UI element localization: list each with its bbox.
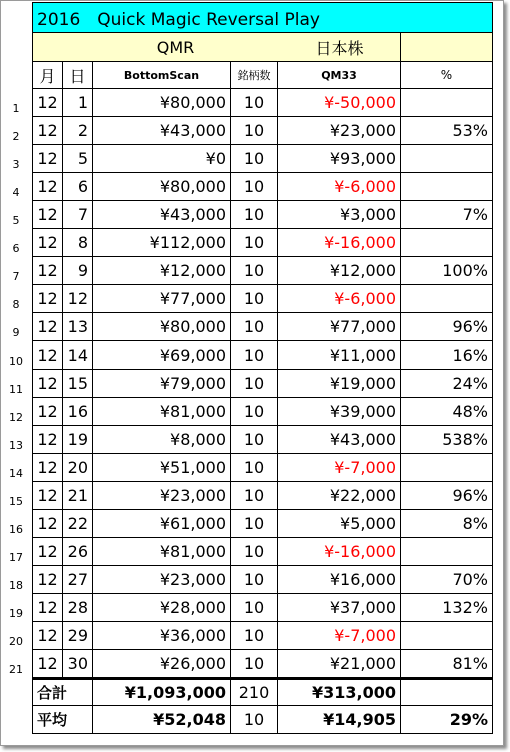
col-header-count: 銘柄数 [231,62,278,89]
cell-pct [401,229,493,257]
cell-day: 28 [63,594,93,622]
cell-day: 9 [63,257,93,285]
summary-bottomscan-average: ¥52,048 [93,706,231,734]
cell-qm33: ¥-6,000 [278,285,401,313]
cell-month: 12 [33,370,63,398]
summary-count-average: 10 [231,706,278,734]
cell-qm33: ¥-16,000 [278,538,401,566]
cell-count: 10 [231,594,278,622]
cell-count: 10 [231,538,278,566]
row-number: 17 [9,551,23,564]
cell-bottomscan: ¥23,000 [93,482,231,510]
cell-qm33: ¥-7,000 [278,454,401,482]
cell-count: 10 [231,201,278,229]
cell-count: 10 [231,145,278,173]
row-number: 13 [9,439,23,452]
cell-pct [401,538,493,566]
cell-pct: 24% [401,370,493,398]
cell-pct [401,173,493,201]
cell-count: 10 [231,622,278,650]
cell-pct: 48% [401,398,493,426]
cell-qm33: ¥93,000 [278,145,401,173]
col-header-bottomscan: BottomScan [93,62,231,89]
summary-label-average: 平均 [33,706,93,734]
row-number: 5 [12,214,20,227]
cell-day: 8 [63,229,93,257]
cell-pct: 100% [401,257,493,285]
cell-pct [401,89,493,117]
cell-pct: 96% [401,482,493,510]
cell-month: 12 [33,117,63,145]
cell-month: 12 [33,594,63,622]
row-number: 18 [9,579,23,592]
summary-pct-average: 29% [401,706,493,734]
cell-qm33: ¥-6,000 [278,173,401,201]
cell-month: 12 [33,622,63,650]
cell-count: 10 [231,370,278,398]
cell-bottomscan: ¥81,000 [93,398,231,426]
row-number: 12 [9,411,23,424]
cell-day: 30 [63,650,93,678]
cell-bottomscan: ¥28,000 [93,594,231,622]
summary-qm33-total: ¥313,000 [278,678,401,706]
cell-day: 16 [63,398,93,426]
cell-count: 10 [231,510,278,538]
row-number: 16 [9,523,23,536]
cell-bottomscan: ¥12,000 [93,257,231,285]
cell-pct: 7% [401,201,493,229]
row-number: 2 [12,130,20,143]
group-label-qmr: QMR [156,38,195,57]
cell-qm33: ¥5,000 [278,510,401,538]
cell-count: 10 [231,650,278,678]
cell-qm33: ¥77,000 [278,313,401,341]
cell-day: 1 [63,89,93,117]
summary-qm33-average: ¥14,905 [278,706,401,734]
row-number: 7 [12,270,20,283]
cell-day: 13 [63,313,93,341]
cell-day: 26 [63,538,93,566]
cell-pct [401,145,493,173]
cell-pct [401,285,493,313]
sheet-title: 2016 Quick Magic Reversal Play [33,3,493,33]
summary-bottomscan-total: ¥1,093,000 [93,678,231,706]
cell-pct: 16% [401,341,493,370]
row-number: 6 [12,242,20,255]
cell-count: 10 [231,566,278,594]
row-number: 4 [12,186,20,199]
cell-bottomscan: ¥112,000 [93,229,231,257]
row-number: 19 [9,607,23,620]
cell-bottomscan: ¥26,000 [93,650,231,678]
row-number: 8 [12,298,20,311]
cell-qm33: ¥37,000 [278,594,401,622]
cell-month: 12 [33,538,63,566]
group-header-pct [401,33,493,62]
group-header-border [33,33,401,62]
summary-label-total: 合計 [33,678,93,706]
cell-day: 15 [63,370,93,398]
cell-bottomscan: ¥80,000 [93,173,231,201]
cell-month: 12 [33,173,63,201]
cell-qm33: ¥11,000 [278,341,401,370]
cell-bottomscan: ¥8,000 [93,426,231,454]
cell-qm33: ¥23,000 [278,117,401,145]
cell-count: 10 [231,482,278,510]
cell-month: 12 [33,229,63,257]
cell-day: 12 [63,285,93,313]
cell-qm33: ¥-50,000 [278,89,401,117]
cell-day: 29 [63,622,93,650]
cell-day: 20 [63,454,93,482]
cell-month: 12 [33,510,63,538]
cell-count: 10 [231,173,278,201]
cell-bottomscan: ¥36,000 [93,622,231,650]
cell-day: 14 [63,341,93,370]
row-number: 11 [9,383,23,396]
cell-pct [401,622,493,650]
summary-pct-total [401,678,493,706]
cell-pct: 132% [401,594,493,622]
row-number: 14 [9,467,23,480]
row-number: 21 [9,663,23,676]
cell-count: 10 [231,117,278,145]
cell-day: 19 [63,426,93,454]
col-header-pct: % [401,62,493,89]
cell-pct: 70% [401,566,493,594]
cell-day: 5 [63,145,93,173]
cell-month: 12 [33,650,63,678]
cell-bottomscan: ¥69,000 [93,341,231,370]
row-number: 1 [12,102,20,115]
cell-day: 27 [63,566,93,594]
cell-pct: 53% [401,117,493,145]
cell-qm33: ¥-7,000 [278,622,401,650]
cell-bottomscan: ¥51,000 [93,454,231,482]
cell-qm33: ¥21,000 [278,650,401,678]
cell-count: 10 [231,454,278,482]
cell-month: 12 [33,341,63,370]
cell-day: 7 [63,201,93,229]
cell-month: 12 [33,257,63,285]
row-number: 9 [12,326,20,339]
row-number: 20 [9,635,23,648]
cell-count: 10 [231,313,278,341]
cell-count: 10 [231,89,278,117]
row-number: 10 [9,355,23,368]
cell-qm33: ¥22,000 [278,482,401,510]
cell-month: 12 [33,398,63,426]
cell-qm33: ¥-16,000 [278,229,401,257]
cell-month: 12 [33,89,63,117]
cell-day: 6 [63,173,93,201]
cell-qm33: ¥39,000 [278,398,401,426]
cell-qm33: ¥19,000 [278,370,401,398]
cell-bottomscan: ¥23,000 [93,566,231,594]
cell-month: 12 [33,426,63,454]
cell-bottomscan: ¥0 [93,145,231,173]
cell-pct: 8% [401,510,493,538]
cell-count: 10 [231,285,278,313]
col-header-qm33: QM33 [278,62,401,89]
cell-count: 10 [231,426,278,454]
cell-count: 10 [231,229,278,257]
cell-month: 12 [33,145,63,173]
cell-pct: 538% [401,426,493,454]
cell-bottomscan: ¥77,000 [93,285,231,313]
cell-pct: 81% [401,650,493,678]
cell-bottomscan: ¥80,000 [93,313,231,341]
cell-bottomscan: ¥43,000 [93,117,231,145]
cell-pct: 96% [401,313,493,341]
row-number: 3 [12,158,20,171]
cell-bottomscan: ¥43,000 [93,201,231,229]
cell-month: 12 [33,201,63,229]
cell-month: 12 [33,482,63,510]
cell-month: 12 [33,313,63,341]
group-label-jp-stocks: 日本株 [315,39,364,58]
cell-day: 2 [63,117,93,145]
cell-month: 12 [33,454,63,482]
cell-day: 21 [63,482,93,510]
cell-pct [401,454,493,482]
col-header-month: 月 [33,62,63,89]
cell-count: 10 [231,341,278,370]
row-number: 15 [9,495,23,508]
cell-qm33: ¥12,000 [278,257,401,285]
cell-month: 12 [33,566,63,594]
cell-qm33: ¥16,000 [278,566,401,594]
cell-bottomscan: ¥81,000 [93,538,231,566]
cell-count: 10 [231,257,278,285]
cell-qm33: ¥3,000 [278,201,401,229]
summary-count-total: 210 [231,678,278,706]
cell-bottomscan: ¥79,000 [93,370,231,398]
cell-bottomscan: ¥80,000 [93,89,231,117]
cell-count: 10 [231,398,278,426]
col-header-day: 日 [63,62,93,89]
cell-day: 22 [63,510,93,538]
cell-month: 12 [33,285,63,313]
cell-qm33: ¥43,000 [278,426,401,454]
cell-bottomscan: ¥61,000 [93,510,231,538]
